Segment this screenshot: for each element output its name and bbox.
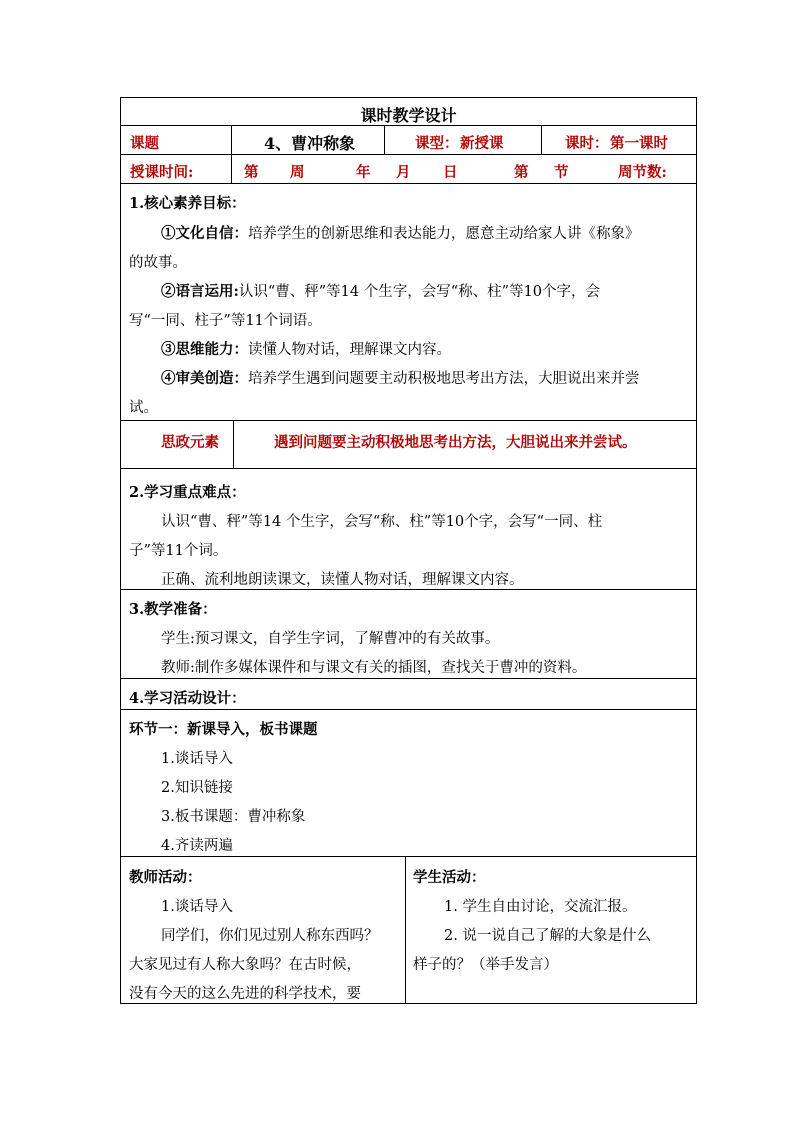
stage1-heading: 环节一：新课导入，板书课题 xyxy=(129,721,318,738)
goal1-line2: 的故事。 xyxy=(129,255,187,271)
goal4-line1 xyxy=(161,367,640,388)
goal1-label: ①文化自信： xyxy=(161,225,248,242)
preparation-student: 学生:预习课文，自学生字词，了解曹冲的有关故事。 xyxy=(161,631,500,647)
activity-design-heading-row xyxy=(120,679,697,710)
student-activity-cell xyxy=(405,857,696,1003)
lesson-plan-table xyxy=(120,97,697,1004)
period-value: 第一课时 xyxy=(610,135,668,152)
goal4-line2: 试。 xyxy=(129,400,158,416)
period-cell xyxy=(541,126,696,154)
teacher-activity-line: 没有今天的这么先进的科学技术，要 xyxy=(129,986,361,1002)
stage1-item: 2.知识链接 xyxy=(161,780,233,796)
stage1-item: 1.谈话导入 xyxy=(161,751,233,767)
page-title: 课时教学设计 xyxy=(360,106,457,125)
goal2-label: ②语言运用: xyxy=(161,283,239,300)
student-activity-line: 样子的？（举手发言） xyxy=(413,957,558,973)
schedule-label: 授课时间: xyxy=(130,164,194,181)
month-label: 月 xyxy=(396,164,411,181)
student-activity-heading: 学生活动： xyxy=(413,869,486,886)
week-suffix: 周 xyxy=(290,164,305,181)
student-activity-item: 1. 学生自由讨论，交流汇报。 xyxy=(444,899,637,915)
week-prefix: 第 xyxy=(244,164,259,181)
key-points-line3: 正确、流利地朗读课文，读懂人物对话，理解课文内容。 xyxy=(161,572,524,588)
goal2-line1 xyxy=(161,280,600,301)
teacher-activity-item: 1.谈话导入 xyxy=(161,899,233,915)
section-prefix: 第 xyxy=(514,164,529,181)
goal2-line2: 写“一同、柱子”等11个词语。 xyxy=(129,313,322,329)
section-suffix: 节 xyxy=(554,164,569,181)
topic-label: 课题 xyxy=(130,135,159,152)
period-label: 课时： xyxy=(565,135,609,152)
activity-design-heading: 4.学习活动设计： xyxy=(129,690,246,707)
key-points-line1: 认识“曹、秤”等14 个生字，会写“称、柱”等10个字，会写“一同、柱 xyxy=(161,514,603,530)
activities-row xyxy=(120,857,697,1004)
key-points-heading: 2.学习重点难点： xyxy=(129,484,246,501)
stage1-item: 3.板书课题：曹冲称象 xyxy=(161,809,306,825)
preparation-teacher: 教师:制作多媒体课件和与课文有关的插图，查找关于曹冲的资料。 xyxy=(161,660,587,676)
objectives-row xyxy=(120,184,697,421)
ideology-cell xyxy=(233,421,696,468)
objectives-heading: 1.核心素养目标： xyxy=(129,195,246,212)
goal3-line1 xyxy=(161,338,451,359)
weekly-count-label: 周节数: xyxy=(618,164,667,181)
year-label: 年 xyxy=(356,164,371,181)
goal2-text: 认识“曹、秤”等14 个生字，会写“称、柱”等10个字，会 xyxy=(238,284,601,300)
title-row xyxy=(120,97,697,126)
schedule-cell xyxy=(231,155,696,183)
ideology-row xyxy=(120,421,697,469)
key-points-line2: 子”等11个词。 xyxy=(129,543,228,559)
stage1-item: 4.齐读两遍 xyxy=(161,838,233,854)
goal3-text: 读懂人物对话，理解课文内容。 xyxy=(248,342,451,358)
type-cell xyxy=(384,126,541,154)
topic-value: 4、曹冲称象 xyxy=(264,134,356,153)
preparation-row xyxy=(120,590,697,679)
type-value: 新授课 xyxy=(460,135,504,152)
type-label: 课型： xyxy=(415,135,459,152)
goal4-text: 培养学生遇到问题要主动积极地思考出方法，大胆说出来并尝 xyxy=(248,371,640,387)
teacher-activity-line: 大家见过有人称大象吗？在古时候， xyxy=(129,957,361,973)
teacher-activity-heading: 教师活动： xyxy=(129,869,202,886)
goal3-label: ③思维能力： xyxy=(161,341,248,358)
stage1-row xyxy=(120,710,697,857)
ideology-text: 遇到问题要主动积极地思考出方法，大胆说出来并尝试。 xyxy=(274,434,637,451)
goal1-text: 培养学生的创新思维和表达能力，愿意主动给家人讲《称象》 xyxy=(248,226,640,242)
schedule-row xyxy=(120,155,697,184)
goal4-label: ④审美创造： xyxy=(161,370,248,387)
ideology-label: 思政元素 xyxy=(161,434,219,451)
goal1-line1 xyxy=(161,222,640,243)
day-label: 日 xyxy=(443,164,458,181)
teacher-activity-cell xyxy=(121,857,405,1003)
teacher-activity-line: 同学们，你们见过别人称东西吗？ xyxy=(161,928,379,944)
key-points-row xyxy=(120,469,697,590)
header-row xyxy=(120,126,697,155)
student-activity-item: 2. 说一说自己了解的大象是什么 xyxy=(444,928,651,944)
preparation-heading: 3.教学准备： xyxy=(129,601,217,618)
